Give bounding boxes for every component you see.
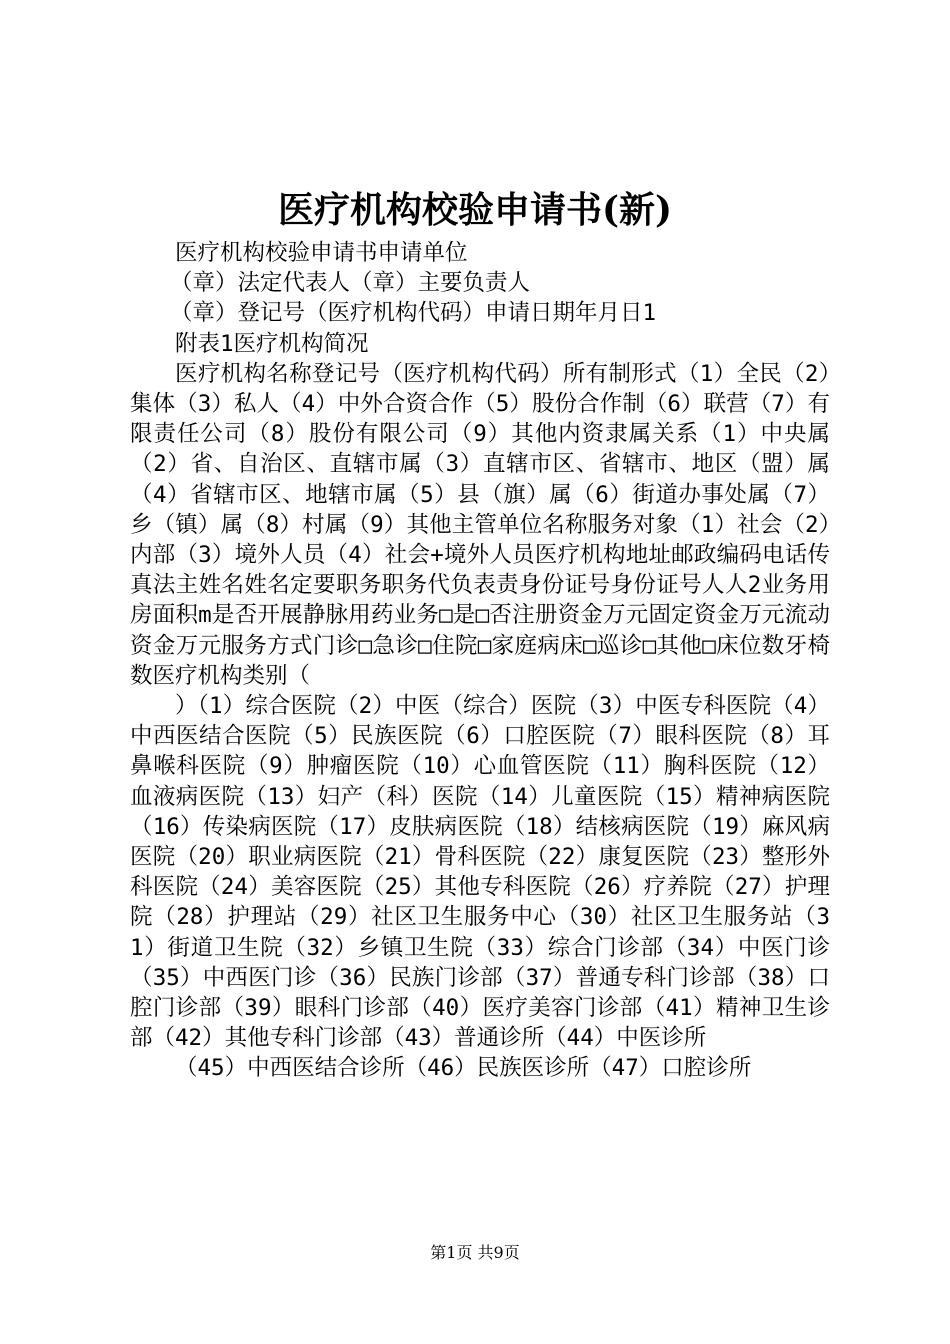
paragraph-institution-overview: 医疗机构名称登记号（医疗机构代码）所有制形式（1）全民（2）集体（3）私人（4）中外合资合作（5）股份合作制（6）联营（7）有限责任公司（8）股份有限公司（9）其他内资隶属关系（1）中央属（2）省、自治区、直辖市属（3）直辖市区、省辖市、地区（盟）属（4）省辖市区、地辖市属（5）县（旗）属（6）街道办事处属（7）乡（镇）属（8）村属（9）其他主管单位名称服务对象（1）社会（2）内部（3）境外人员（4）社会+境外人员医疗机构地址邮政编码电话传真法主姓名姓名定要职务职务代负表责身份证号身份证号人人2业务用房面积m是否开展静脉用药业务□是□否注册资金万元固定资金万元流动资金万元服务方式门诊□急诊□住院□家庭病床□巡诊□其他□床位数牙椅数医疗机构类别（ [130,360,830,689]
paragraph-appendix-heading: 附表1医疗机构简况 [175,330,369,357]
paragraph-registration: （章）登记号（医疗机构代码）申请日期年月日1 [170,300,657,327]
page-number: 第1页 共9页 [430,1243,520,1262]
paragraph-institution-categories: ）（1）综合医院（2）中医（综合）医院（3）中医专科医院（4）中西医结合医院（5）民族医院（6）口腔医院（7）眼科医院（8）耳鼻喉科医院（9）肿瘤医院（10）心血管医院（11）胸科医院（12）血液病医院（13）妇产（科）医院（14）儿童医院（15）精神病医院（16）传染病医院（17）皮肤病医院（18）结核病医院（19）麻风病医院（20）职业病医院（21）骨科医院（22）康复医院（23）整形外科医院（24）美容医院（25）其他专科医院（26）疗养院（27）护理院（28）护理站（29）社区卫生服务中心（30）社区卫生服务站（31）街道卫生院（32）乡镇卫生院（33）综合门诊部（34）中医门诊（35）中西医门诊（36）民族门诊部（37）普通专科门诊部（38）口腔门诊部（39）眼科门诊部（40）医疗美容门诊部（41）精神卫生诊部（42）其他专科门诊部（43）普通诊所（44）中医诊所 [130,693,830,1052]
paragraph-clinic-categories: （45）中西医结合诊所（46）民族医诊所（47）口腔诊所 [175,1055,752,1082]
paragraph-legal-rep: （章）法定代表人（章）主要负责人 [170,270,531,297]
paragraph-applicant: 医疗机构校验申请书申请单位 [175,240,468,266]
document-title: 医疗机构校验申请书(新) [277,189,673,231]
document-body [130,238,830,1084]
